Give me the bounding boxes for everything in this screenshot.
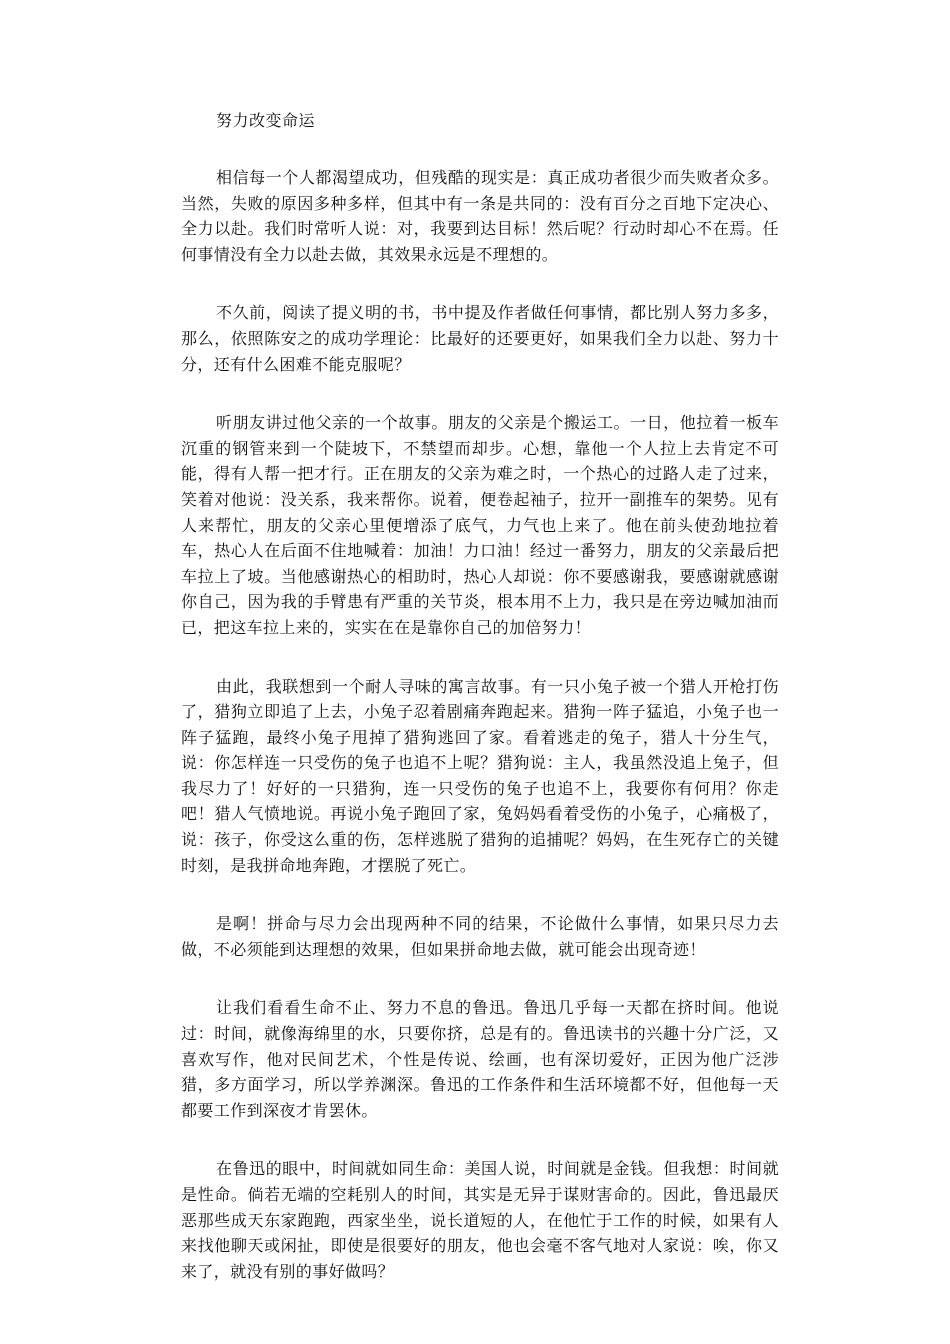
document-page — [181, 108, 779, 1284]
paragraph: 不久前，阅读了提义明的书，书中提及作者做任何事情，都比别人努力多多，那么，依照陈安之的成功学理论：比最好的还要更好，如果我们全力以赴、努力十分，还有什么困难不能克服呢？ — [181, 303, 779, 374]
paragraph: 听朋友讲过他父亲的一个故事。朋友的父亲是个搬运工。一日，他拉着一板车沉重的钢管来到一个陡坡下，不禁望而却步。心想，靠他一个人拉上去肯定不可能，得有人帮一把才行。正在朋友的父亲为难之时，一个热心的过路人走了过来，笑着对他说：没关系，我来帮你。说着，便卷起袖子，拉开一副推车的架势。见有人来帮忙，朋友的父亲心里便增添了底气，力气也上来了。他在前头使劲地拉着车，热心人在后面不住地喊着：加油！力口油！经过一番努力，朋友的父亲最后把车拉上了坡。当他感谢热心的相助时，热心人却说：你不要感谢我，要感谢就感谢你自己，因为我的手臂患有严重的关节炎，根本用不上力，我只是在旁边喊加油而已，把这车拉上来的，实实在在是靠你自己的加倍努力！ — [181, 413, 779, 637]
document-title: 努力改变命运 — [216, 111, 316, 130]
paragraph: 相信每一个人都渴望成功，但残酷的现实是：真正成功者很少而失败者众多。当然，失败的原因多种多样，但其中有一条是共同的：没有百分之百地下定决心、全力以赴。我们时常听人说：对，我要到达目标！然后呢？行动时却心不在焉。任何事情没有全力以赴去做，其效果永远是不理想的。 — [181, 168, 779, 264]
paragraph: 让我们看看生命不止、努力不息的鲁迅。鲁迅几乎每一天都在挤时间。他说过：时间，就像海绵里的水，只要你挤，总是有的。鲁迅读书的兴趣十分广泛，又喜欢写作，他对民间艺术，个性是传说、绘画，也有深切爱好，正因为他广泛涉猎，多方面学习，所以学养渊深。鲁迅的工作条件和生活环境都不好，但他每一天都要工作到深夜才肯罢休。 — [181, 998, 779, 1120]
paragraph: 是啊！拼命与尽力会出现两种不同的结果，不论做什么事情，如果只尽力去做，不必须能到达理想的效果，但如果拼命地去做，就可能会出现奇迹！ — [181, 914, 779, 959]
paragraph: 在鲁迅的眼中，时间就如同生命：美国人说，时间就是金钱。但我想：时间就是性命。倘若无端的空耗别人的时间，其实是无异于谋财害命的。因此，鲁迅最厌恶那些成天东家跑跑，西家坐坐，说长道短的人，在他忙于工作的时候，如果有人来找他聊天或闲扯，即使是很要好的朋友，他也会毫不客气地对人家说：唉，你又来了，就没有别的事好做吗？ — [181, 1159, 779, 1281]
paragraph: 由此，我联想到一个耐人寻味的寓言故事。有一只小兔子被一个猎人开枪打伤了，猎狗立即追了上去，小兔子忍着剧痛奔跑起来。猎狗一阵子猛追，小兔子也一阵子猛跑，最终小兔子甩掉了猎狗逃回了家。看着逃走的兔子，猎人十分生气，说：你怎样连一只受伤的兔子也追不上呢？猎狗说：主人，我虽然没追上兔子，但我尽力了！好好的一只猎狗，连一只受伤的兔子也追不上，我要你有何用？你走吧！猎人气愤地说。再说小兔子跑回了家，兔妈妈看着受伤的小兔子，心痛极了，说：孩子，你受这么重的伤，怎样逃脱了猎狗的追捕呢？妈妈，在生死存亡的关键时刻，是我拼命地奔跑，才摆脱了死亡。 — [181, 676, 779, 875]
